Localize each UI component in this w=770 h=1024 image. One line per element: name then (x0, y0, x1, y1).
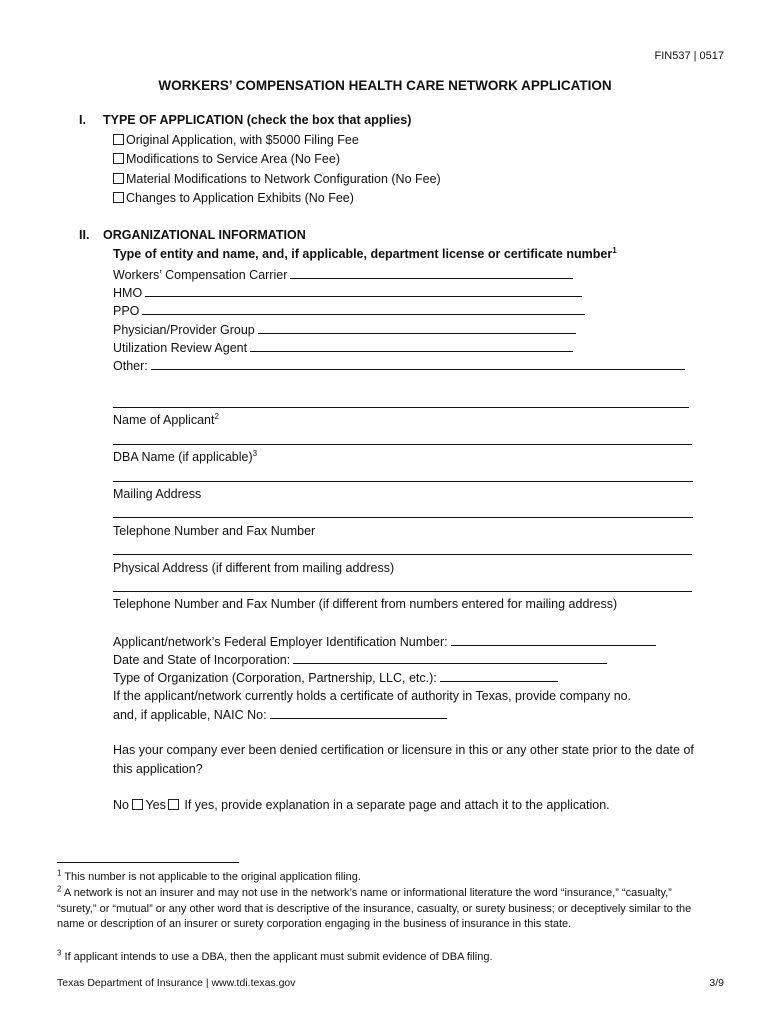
section-1-number: I. (79, 113, 86, 127)
incorporation-row (113, 652, 607, 667)
checkbox-original[interactable] (113, 134, 124, 145)
checkbox-modifications[interactable] (113, 153, 124, 164)
mailing-address-field[interactable] (113, 517, 693, 518)
entity-hmo-row (113, 285, 582, 300)
telephone-fax-alt-label: Telephone Number and Fax Number (if different from numbers entered for mailing address) (113, 597, 618, 611)
form-code: FIN537 | 0517 (654, 50, 724, 62)
option-original-application[interactable] (113, 133, 359, 147)
physical-address-field[interactable] (113, 591, 692, 592)
fein-row (113, 634, 656, 649)
incorporation-field[interactable] (293, 652, 607, 664)
mailing-address-label: Mailing Address (113, 487, 202, 501)
footnote-text: A network is not an insurer and may not use in the network’s name or informational literature the word “insurance,” “casualty,” “surety,” or “mutual” or any other word that is descriptive of the insurance, casualty, or surety business; or deceptively similar to the name or description of an insurer or surety corporation engaging in the business of insurance in this state. (57, 887, 692, 930)
option-changes-exhibits[interactable] (113, 191, 354, 205)
entity-label: HMO (113, 286, 143, 300)
entity-ppo-row (113, 303, 585, 318)
entity-subheading: Type of entity and name, and, if applicable, department license or certificate number$^1$ (113, 245, 617, 261)
option-label: Modifications to Service Area (No Fee) (126, 152, 340, 166)
option-material-modifications[interactable] (113, 172, 441, 186)
fein-label: Applicant/network’s Federal Employer Identification Number: (113, 635, 448, 649)
name-of-applicant-field[interactable] (113, 444, 692, 445)
entity-label: PPO (113, 304, 140, 318)
telephone-fax-label: Telephone Number and Fax Number (113, 524, 316, 538)
checkbox-material[interactable] (113, 173, 124, 184)
page-number: 3/9 (709, 977, 724, 989)
other-field-line-2[interactable] (113, 407, 689, 408)
dba-name-label: DBA Name (if applicable)$^3$ (113, 448, 258, 464)
option-label: Original Application, with $5000 Filing Fee (126, 133, 359, 147)
yes-label: Yes (145, 798, 166, 812)
physician-field[interactable] (258, 322, 576, 334)
fein-field[interactable] (451, 634, 656, 646)
section-1-heading (79, 113, 411, 127)
footnote-ref-1: 1 (612, 245, 617, 255)
org-type-field[interactable] (440, 670, 558, 682)
denied-question-line-1: Has your company ever been denied certification or licensure in this or any other state prior to the date of (113, 743, 694, 757)
name-of-applicant-label: Name of Applicant$^2$ (113, 411, 219, 427)
certificate-line-1: If the applicant/network currently holds a certificate of authority in Texas, provide company no. (113, 689, 632, 703)
physical-address-label: Physical Address (if different from mailing address) (113, 561, 395, 575)
other-field[interactable] (151, 358, 685, 370)
footnote-number: 3 (57, 948, 62, 958)
checkbox-no[interactable] (132, 799, 143, 810)
denied-question-line-2: this application? (113, 762, 203, 776)
section-2-title: ORGANIZATIONAL INFORMATION (103, 228, 306, 242)
footnote-number: 2 (57, 884, 62, 894)
entity-label: Workers’ Compensation Carrier (113, 268, 288, 282)
footer-agency: Texas Department of Insurance | www.tdi.texas.gov (57, 977, 296, 989)
option-modifications-service-area[interactable] (113, 152, 340, 166)
checkbox-yes[interactable] (168, 799, 179, 810)
hmo-field[interactable] (145, 285, 582, 297)
footnote-text: This number is not applicable to the original application filing. (64, 871, 361, 883)
entity-other-row (113, 358, 685, 373)
footnote-text: If applicant intends to use a DBA, then the applicant must submit evidence of DBA filing. (64, 951, 493, 963)
section-2-number: II. (79, 228, 90, 242)
footnote-ref-3: 3 (252, 448, 258, 458)
dba-name-field[interactable] (113, 481, 693, 482)
naic-row (113, 707, 447, 722)
footnote-number: 1 (57, 868, 62, 878)
option-label: Changes to Application Exhibits (No Fee) (126, 191, 354, 205)
section-2-heading (79, 228, 306, 242)
entity-carrier-row (113, 267, 573, 282)
telephone-fax-field[interactable] (113, 554, 692, 555)
page-title: WORKERS’ COMPENSATION HEALTH CARE NETWORK APPLICATION (158, 78, 612, 93)
ppo-field[interactable] (142, 303, 585, 315)
entity-label: Utilization Review Agent (113, 341, 248, 355)
denied-answer-row (113, 798, 610, 812)
explanation-text: If yes, provide explanation in a separate page and attach it to the application. (184, 798, 610, 812)
naic-label: and, if applicable, NAIC No: (113, 708, 267, 722)
org-type-label: Type of Organization (Corporation, Partnership, LLC, etc.): (113, 671, 437, 685)
entity-physician-row (113, 322, 576, 337)
ura-field[interactable] (250, 340, 573, 352)
footnote-divider (57, 862, 239, 863)
entity-ura-row (113, 340, 573, 355)
footnote-ref-2: 2 (214, 411, 219, 421)
footnote-2 (57, 886, 712, 933)
entity-label: Other: (113, 359, 148, 373)
footnote-3 (57, 950, 712, 966)
org-type-row (113, 670, 558, 685)
entity-label: Physician/Provider Group (113, 323, 255, 337)
naic-field[interactable] (270, 707, 447, 719)
incorporation-label: Date and State of Incorporation: (113, 653, 291, 667)
checkbox-changes[interactable] (113, 192, 124, 203)
footnote-1 (57, 870, 712, 886)
carrier-field[interactable] (290, 267, 573, 279)
no-label: No (113, 798, 129, 812)
option-label: Material Modifications to Network Configuration (No Fee) (126, 172, 441, 186)
section-1-title: TYPE OF APPLICATION (check the box that applies) (103, 113, 412, 127)
